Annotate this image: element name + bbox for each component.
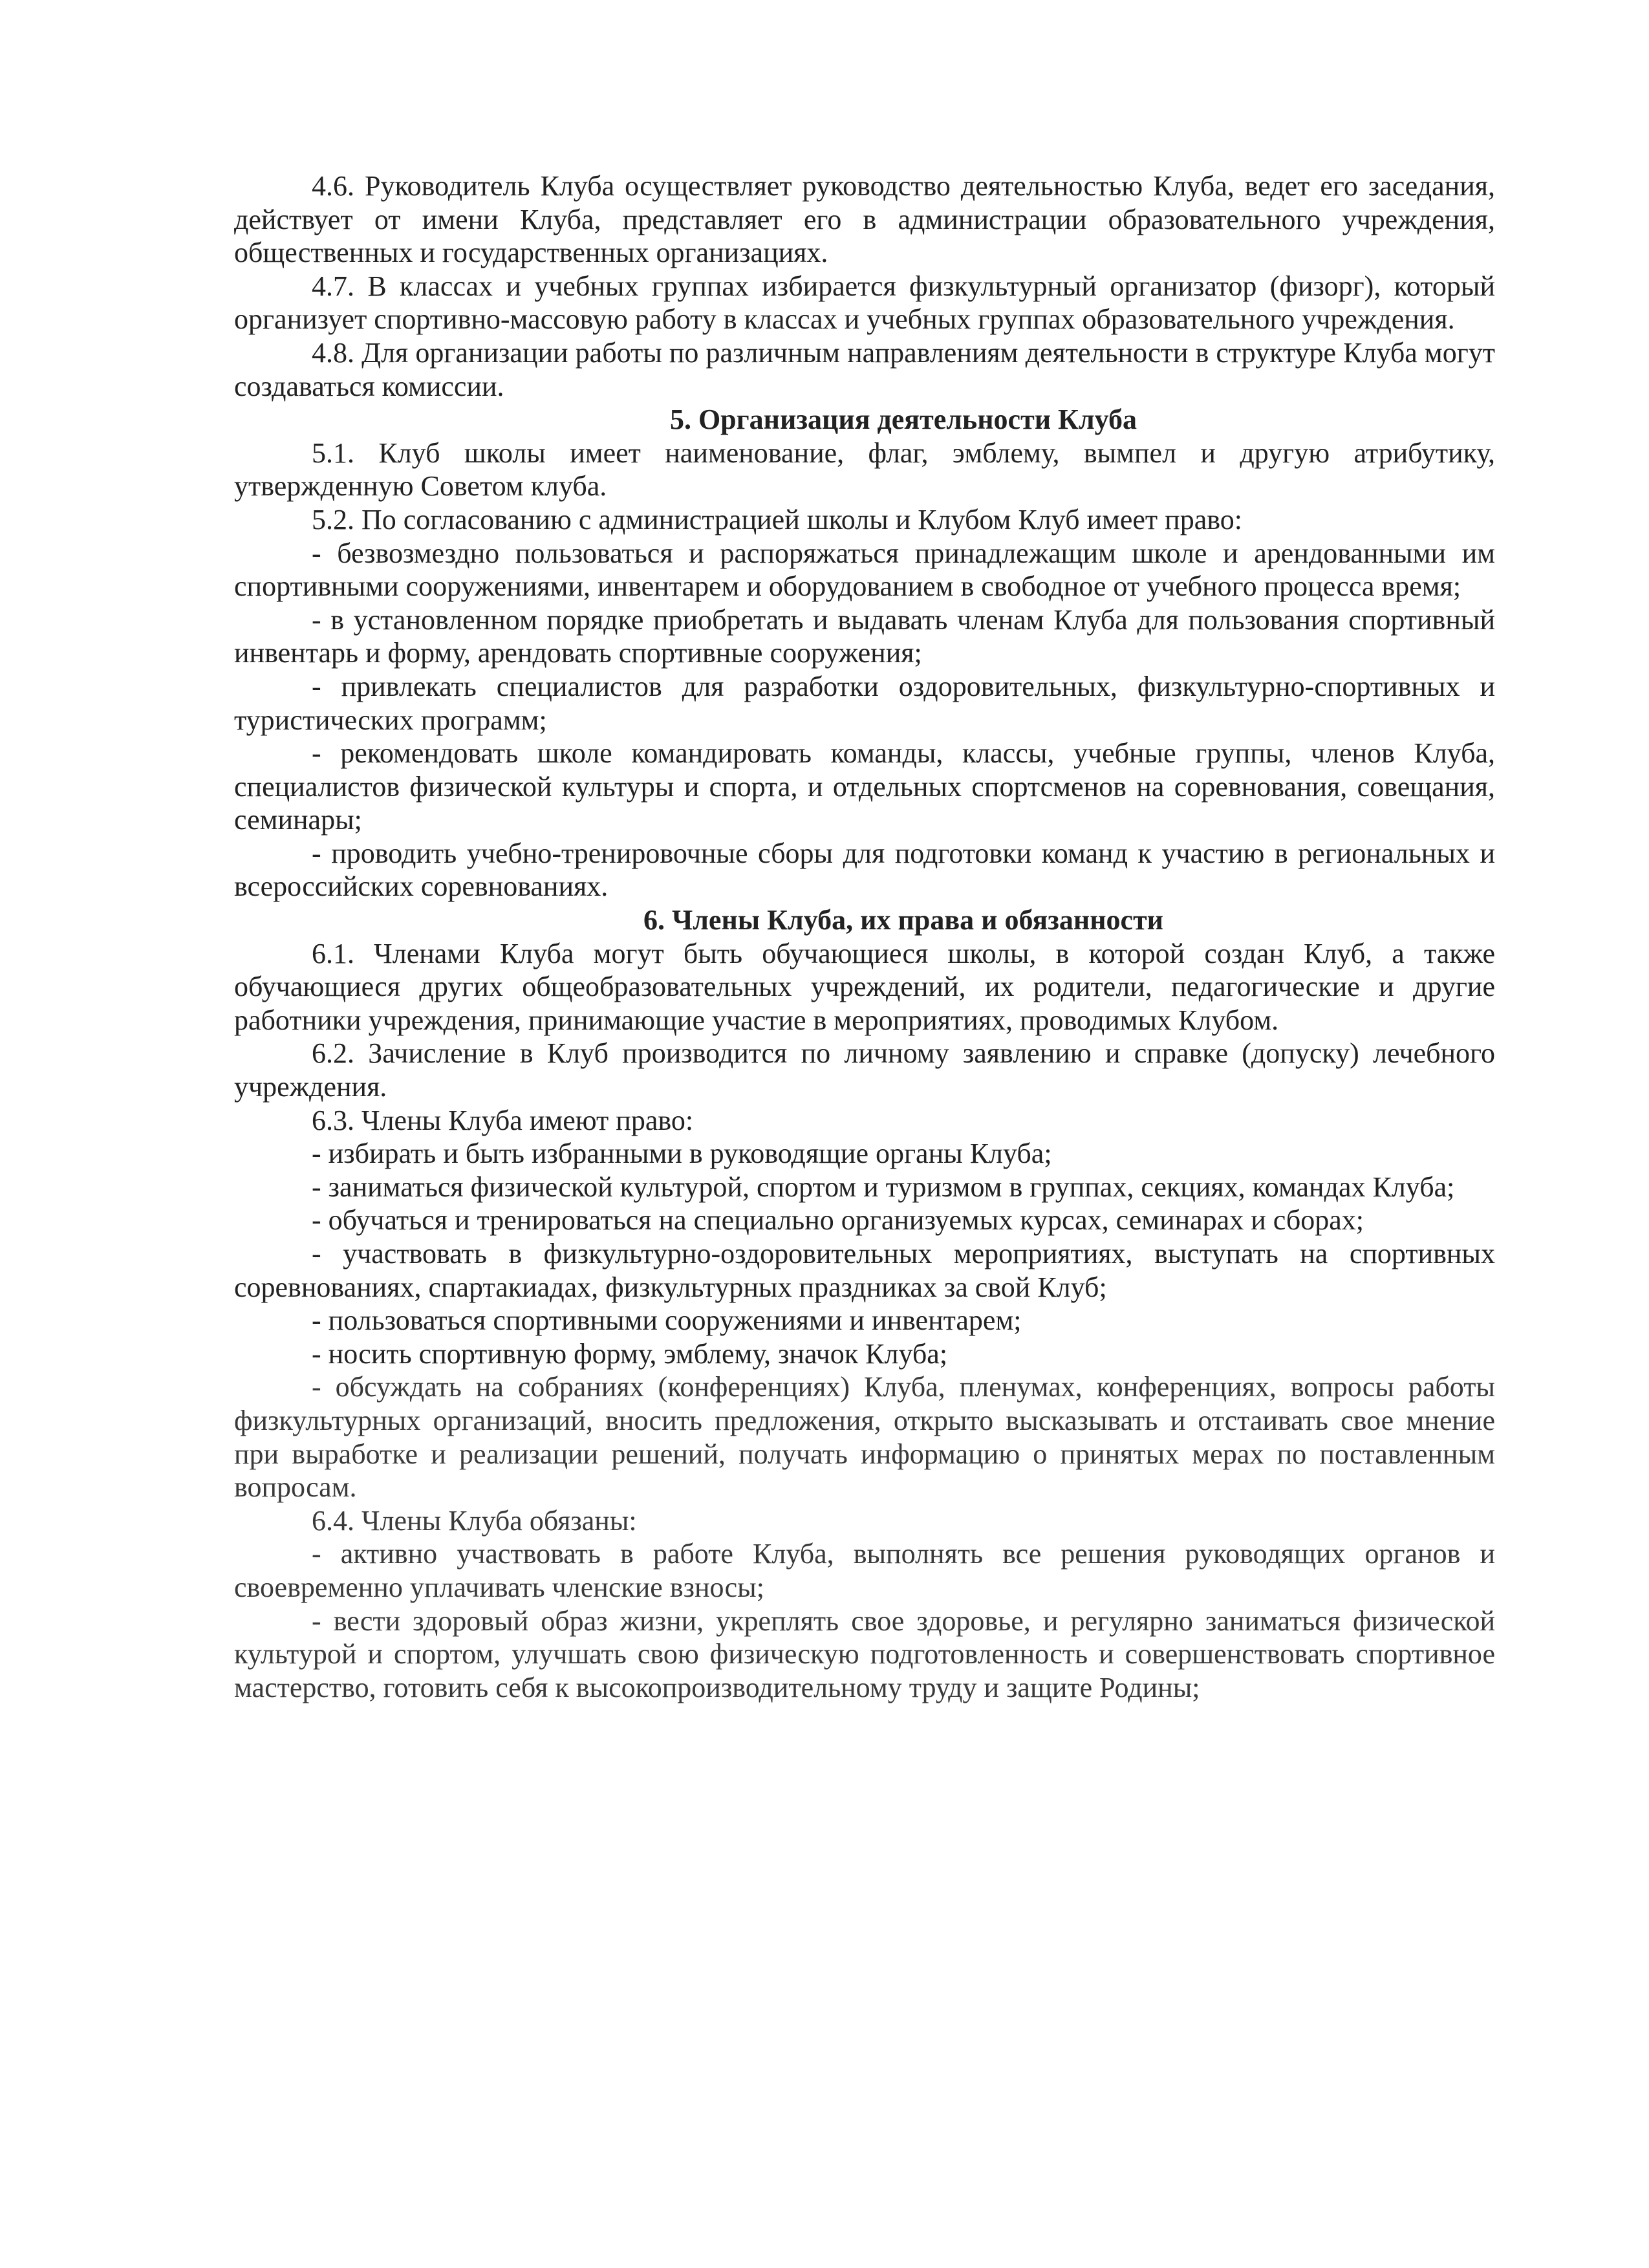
paragraph-6-3: 6.3. Члены Клуба имеют право: <box>312 1104 694 1136</box>
paragraph-4-8: 4.8. Для организации работы по различным направлениям деятельности в структуре Клуба могут создаваться комиссии. <box>234 336 1495 402</box>
list-item-5-2-a: - безвозмездно пользоваться и распоряжаться принадлежащим школе и арендованными им спортивными сооружениями, инвентарем и оборудованием в свободное от учебного процесса время; <box>234 537 1495 603</box>
document-page <box>234 169 1495 1704</box>
paragraph-5-1: 5.1. Клуб школы имеет наименование, флаг, эмблему, вымпел и другую атрибутику, утвержденную Советом клуба. <box>234 437 1495 502</box>
list-item-5-2-d: - рекомендовать школе командировать команды, классы, учебные группы, членов Клуба, специалистов физической культуры и спорта, и отдельных спортсменов на соревнования, совещания, семинары; <box>234 737 1495 836</box>
list-item-6-4-b: - вести здоровый образ жизни, укреплять свое здоровье, и регулярно заниматься физической культурой и спортом, улучшать свою физическую подготовленность и совершенствовать спортивное мастерство, готовить себя к высокопроизводительному труду и защите Родины; <box>234 1604 1495 1703</box>
list-item-6-3-d: - участвовать в физкультурно-оздоровительных мероприятиях, выступать на спортивных соревнованиях, спартакиадах, физкультурных праздниках за свой Клуб; <box>234 1238 1495 1303</box>
paragraph-6-1: 6.1. Членами Клуба могут быть обучающиеся школы, в которой создан Клуб, а также обучающиеся других общеобразовательных учреждений, их родители, педагогические и другие работники учреждения, принимающие участие в мероприятиях, проводимых Клубом. <box>234 937 1495 1036</box>
section-heading-6: 6. Члены Клуба, их права и обязанности <box>643 904 1164 936</box>
paragraph-5-2: 5.2. По согласованию с администрацией школы и Клубом Клуб имеет право: <box>312 503 1242 535</box>
list-item-6-3-e: - пользоваться спортивными сооружениями и инвентарем; <box>312 1304 1022 1337</box>
list-item-6-3-f: - носить спортивную форму, эмблему, значок Клуба; <box>312 1337 948 1370</box>
list-item-5-2-e: - проводить учебно-тренировочные сборы для подготовки команд к участию в региональных и всероссийских соревнованиях. <box>234 837 1495 903</box>
paragraph-4-6: 4.6. Руководитель Клуба осуществляет руководство деятельностью Клуба, ведет его заседания, действует от имени Клуба, представляет его в администрации образовательного учреждения, общественных и государственных организациях. <box>234 170 1495 269</box>
list-item-6-3-c: - обучаться и тренироваться на специально организуемых курсах, семинарах и сборах; <box>312 1204 1364 1237</box>
list-item-6-3-b: - заниматься физической культурой, спортом и туризмом в группах, секциях, командах Клуба; <box>312 1171 1455 1203</box>
section-heading-5: 5. Организация деятельности Клуба <box>669 404 1137 436</box>
list-item-5-2-b: - в установленном порядке приобретать и выдавать членам Клуба для пользования спортивный инвентарь и форму, арендовать спортивные сооружения; <box>234 603 1495 669</box>
list-item-6-3-g: - обсуждать на собраниях (конференциях) Клуба, пленумах, конференциях, вопросы работы физкультурных организаций, вносить предложения, открыто высказывать и отстаивать свое мнение при выработке и реализации решений, получать информацию о принятых мерах по поставленным вопросам. <box>234 1371 1495 1504</box>
paragraph-4-7: 4.7. В классах и учебных группах избирается физкультурный организатор (физорг), который организует спортивно-массовую работу в классах и учебных группах образовательного учреждения. <box>234 270 1495 336</box>
paragraph-6-2: 6.2. Зачисление в Клуб производится по личному заявлению и справке (допуску) лечебного учреждения. <box>234 1037 1495 1103</box>
list-item-5-2-c: - привлекать специалистов для разработки оздоровительных, физкультурно-спортивных и туристических программ; <box>234 670 1495 736</box>
list-item-6-4-a: - активно участвовать в работе Клуба, выполнять все решения руководящих органов и своевременно уплачивать членские взносы; <box>234 1538 1495 1603</box>
paragraph-6-4: 6.4. Члены Клуба обязаны: <box>312 1504 637 1537</box>
list-item-6-3-a: - избирать и быть избранными в руководящие органы Клуба; <box>312 1138 1052 1170</box>
